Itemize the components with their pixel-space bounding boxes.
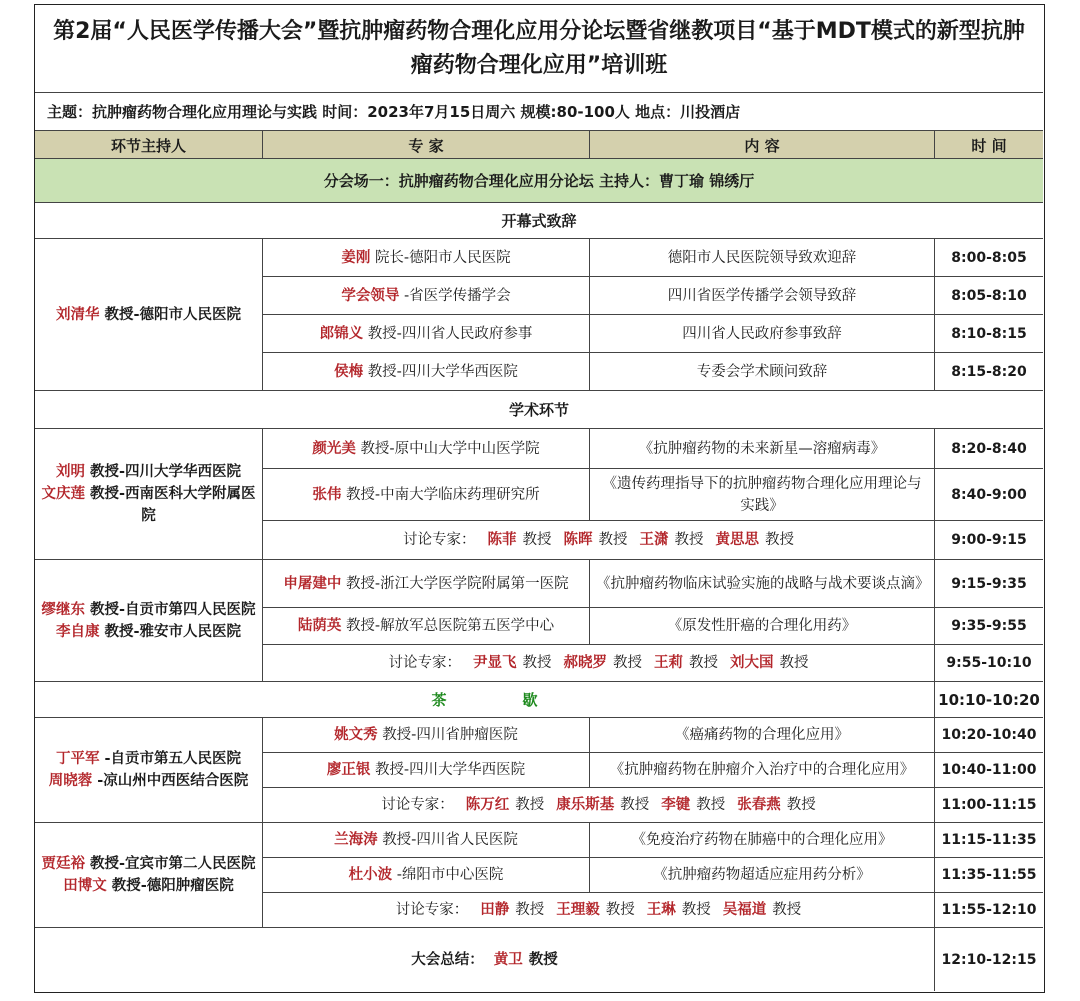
session-speaker	[263, 277, 590, 315]
host-entry	[49, 770, 249, 792]
discussion-expert-name: 郝晓罗	[563, 655, 607, 671]
speaker-name: 廖正银	[326, 762, 371, 778]
session-time: 8:00-8:05	[935, 239, 1043, 277]
closing-label: 大会总结：	[411, 951, 484, 968]
discussion-expert-title: 教授	[779, 655, 809, 671]
schedule-block	[35, 718, 1043, 823]
session-topic-text: 《免疫治疗药物在肺癌中的合理化应用》	[631, 832, 893, 848]
speaker-name: 姚文秀	[334, 727, 378, 743]
discussion-expert-name: 张春燕	[737, 797, 781, 813]
discussion-expert-title: 教授	[605, 902, 635, 918]
venue-banner: 分会场一：抗肿瘤药物合理化应用分论坛 主持人：曹丁瑜 锦绣厅	[35, 159, 1043, 203]
block-host	[35, 560, 263, 682]
speaker-title: 教授-四川省人民医院	[382, 832, 518, 848]
host-entry	[41, 853, 255, 875]
discussion-expert-name: 吴福道	[722, 902, 767, 918]
discussion-expert-title: 教授	[674, 532, 704, 548]
session-topic	[590, 353, 935, 391]
block-host	[35, 823, 263, 928]
tea-break-row	[35, 682, 1043, 718]
session-time: 8:10-8:15	[935, 315, 1043, 353]
discussion-label: 讨论专家：	[381, 797, 454, 813]
session-topic-text: 《抗肿瘤药物在肿瘤介入治疗中的合理化应用》	[609, 762, 915, 778]
session-topic	[590, 315, 935, 353]
discussion-label: 讨论专家：	[388, 655, 461, 671]
session-speaker	[263, 429, 590, 469]
session-time: 8:05-8:10	[935, 277, 1043, 315]
discussion-expert-title: 教授	[786, 797, 816, 813]
discussion-experts	[263, 521, 935, 560]
host-name: 贾廷裕	[41, 856, 85, 872]
host-title: 教授-自贡市第四人民医院	[90, 601, 256, 618]
section-opening: 开幕式致辞	[35, 203, 1043, 239]
speaker-title: 教授-四川省人民政府参事	[367, 325, 533, 342]
host-title: -凉山州中西医结合医院	[97, 773, 249, 789]
speaker-title: 教授-解放军总医院第五医学中心	[345, 618, 555, 634]
discussion-expert-name: 陈晖	[563, 532, 593, 548]
speaker-title: 教授-中南大学临床药理研究所	[345, 486, 540, 503]
speaker-wrap	[312, 484, 539, 506]
discussion-expert-name: 王莉	[654, 655, 683, 671]
discussion-expert-name: 黄思思	[715, 532, 759, 548]
session-topic-text: 《遗传药理指导下的抗肿瘤药物合理化应用理论与实践》	[602, 475, 922, 514]
discussion-experts	[263, 893, 935, 928]
discussion-wrap	[389, 652, 809, 674]
discussion-time: 11:55-12:10	[935, 893, 1043, 928]
speaker-wrap	[298, 615, 554, 637]
table-header	[35, 131, 1043, 159]
schedule-block	[35, 823, 1043, 928]
closing-summary	[35, 928, 935, 991]
tea-char-2: 歇	[522, 691, 538, 709]
session-time: 10:40-11:00	[935, 753, 1043, 788]
session-topic	[590, 429, 935, 469]
speaker-name: 姜刚	[341, 249, 371, 266]
speaker-title: -绵阳市中心医院	[396, 867, 504, 883]
session-topic	[590, 858, 935, 893]
host-title: 教授-西南医科大学附属医院	[90, 486, 256, 524]
host-entry	[41, 875, 255, 897]
speaker-title: -省医学传播学会	[403, 287, 511, 304]
session-time: 11:35-11:55	[935, 858, 1043, 893]
host-title: 教授-德阳市人民医院	[104, 306, 242, 323]
discussion-expert-title: 教授	[696, 797, 726, 813]
block-host	[35, 239, 263, 391]
discussion-time: 9:00-9:15	[935, 521, 1043, 560]
speaker-name: 兰海涛	[334, 832, 378, 848]
closing-row	[35, 928, 1043, 991]
discussion-expert-title: 教授	[689, 655, 718, 671]
speaker-name: 陆荫英	[297, 618, 342, 634]
host-name: 文庆莲	[41, 486, 85, 502]
session-speaker	[263, 315, 590, 353]
speaker-title: 教授-原中山大学中山医学院	[360, 440, 540, 457]
discussion-expert-title: 教授	[620, 797, 650, 813]
closing-time: 12:10-12:15	[941, 951, 1037, 968]
session-speaker	[263, 560, 590, 608]
speaker-name: 张伟	[312, 486, 342, 503]
discussion-time: 9:55-10:10	[935, 645, 1043, 682]
session-time: 11:15-11:35	[935, 823, 1043, 858]
closing-expert-title: 教授	[528, 951, 558, 968]
session-topic-text: 德阳市人民医院领导致欢迎辞	[667, 249, 857, 266]
host-title: 教授-雅安市人民医院	[104, 623, 242, 640]
speaker-name: 侯梅	[334, 363, 364, 380]
session-topic-text: 四川省人民政府参事致辞	[682, 325, 842, 342]
host-wrap	[41, 461, 256, 527]
tea-break-label	[35, 682, 935, 717]
session-speaker	[263, 753, 590, 788]
discussion-expert-title: 教授	[515, 902, 545, 918]
speaker-title: 教授-四川大学华西医院	[367, 363, 518, 380]
host-entry	[41, 483, 256, 527]
session-time: 8:40-9:00	[935, 469, 1043, 521]
host-entry	[56, 304, 241, 326]
session-speaker	[263, 718, 590, 753]
host-entry	[41, 621, 255, 643]
host-name: 周晓蓉	[48, 773, 93, 789]
host-wrap	[41, 853, 255, 897]
discussion-expert-title: 教授	[681, 902, 711, 918]
speaker-wrap	[327, 759, 525, 781]
speaker-name: 杜小波	[348, 867, 393, 883]
discussion-wrap	[396, 899, 802, 921]
session-topic-text: 《癌痛药物的合理化应用》	[675, 727, 849, 743]
host-name: 缪继东	[41, 601, 85, 618]
page-title: 第2届“人民医学传播大会”暨抗肿瘤药物合理化应用分论坛暨省继教项目“基于MDT模式的新型抗肿瘤药物合理化应用”培训班	[35, 5, 1043, 93]
session-topic	[590, 277, 935, 315]
session-topic	[590, 823, 935, 858]
header-content: 内 容	[590, 131, 935, 159]
session-topic	[590, 469, 935, 521]
discussion-label: 讨论专家：	[395, 902, 469, 918]
tea-break-time: 10:10-10:20	[938, 690, 1040, 709]
session-speaker	[263, 608, 590, 645]
session-topic-text: 《抗肿瘤药物超适应症用药分析》	[653, 867, 871, 883]
discussion-expert-title: 教授	[772, 902, 802, 918]
speaker-title: 教授-浙江大学医学院附属第一医院	[345, 575, 569, 592]
session-time: 8:15-8:20	[935, 353, 1043, 391]
session-topic	[590, 608, 935, 645]
discussion-expert-name: 王琳	[646, 902, 676, 918]
host-wrap	[56, 304, 241, 326]
speaker-wrap	[334, 724, 518, 746]
block-host	[35, 429, 263, 560]
host-name: 丁平军	[55, 751, 100, 767]
host-name: 李自康	[55, 623, 100, 640]
discussion-expert-name: 陈菲	[487, 532, 517, 548]
host-title: 教授-四川大学华西医院	[90, 464, 242, 480]
session-topic-text: 专委会学术顾问致辞	[696, 363, 828, 380]
speaker-name: 郎锦义	[319, 325, 364, 342]
theme-line: 主题：抗肿瘤药物合理化应用理论与实践 时间：2023年7月15日周六 规模:80-100人 地点：川投酒店	[35, 93, 1043, 131]
discussion-expert-name: 王理毅	[556, 902, 600, 918]
discussion-expert-title: 教授	[522, 532, 552, 548]
host-name: 刘明	[55, 464, 85, 480]
schedule-block	[35, 560, 1043, 682]
header-expert: 专 家	[263, 131, 590, 159]
closing-expert-name: 黄卫	[493, 951, 523, 968]
session-time: 10:20-10:40	[935, 718, 1043, 753]
discussion-expert-name: 刘大国	[730, 655, 774, 671]
block-host	[35, 718, 263, 823]
discussion-expert-name: 尹显飞	[473, 655, 517, 671]
speaker-title: 院长-德阳市人民医院	[374, 249, 511, 266]
session-topic-text: 《抗肿瘤药物临床试验实施的战略与战术要谈点滴》	[596, 575, 930, 592]
section-academic: 学术环节	[35, 391, 1043, 429]
discussion-experts	[263, 645, 935, 682]
host-title: -自贡市第五人民医院	[104, 751, 242, 767]
session-topic	[590, 718, 935, 753]
session-speaker	[263, 469, 590, 521]
schedule-block	[35, 429, 1043, 560]
host-entry	[41, 461, 256, 483]
session-topic-text: 《抗肿瘤药物的未来新星—溶瘤病毒》	[638, 440, 886, 457]
host-name: 刘清华	[55, 306, 100, 323]
schedule-sheet	[34, 4, 1045, 993]
host-wrap	[49, 748, 249, 792]
discussion-expert-name: 王潇	[639, 532, 669, 548]
speaker-title: 教授-四川大学华西医院	[374, 762, 526, 778]
speaker-wrap	[334, 829, 518, 851]
speaker-wrap	[341, 247, 510, 269]
discussion-label: 讨论专家：	[403, 532, 476, 548]
discussion-time: 11:00-11:15	[935, 788, 1043, 823]
session-topic-text: 《原发性肝癌的合理化用药》	[667, 618, 857, 634]
discussion-expert-title: 教授	[613, 655, 642, 671]
session-speaker	[263, 239, 590, 277]
host-title: 教授-德阳肿瘤医院	[111, 878, 234, 894]
speaker-wrap	[349, 864, 504, 886]
speaker-name: 学会领导	[341, 287, 400, 304]
host-entry	[49, 748, 249, 770]
session-topic	[590, 560, 935, 608]
header-host: 环节主持人	[35, 131, 263, 159]
header-time: 时 间	[971, 136, 1007, 155]
speaker-name: 颜光美	[312, 440, 356, 457]
discussion-wrap	[381, 794, 816, 816]
speaker-wrap	[283, 573, 568, 595]
discussion-expert-name: 田静	[480, 902, 510, 918]
discussion-expert-title: 教授	[515, 797, 545, 813]
speaker-wrap	[320, 323, 533, 345]
session-time: 8:20-8:40	[935, 429, 1043, 469]
session-speaker	[263, 823, 590, 858]
discussion-experts	[263, 788, 935, 823]
discussion-expert-name: 李键	[661, 797, 691, 813]
speaker-wrap	[341, 285, 510, 307]
host-name: 田博文	[63, 878, 107, 894]
discussion-expert-title: 教授	[598, 532, 628, 548]
discussion-expert-name: 康乐斯基	[556, 797, 615, 813]
discussion-expert-name: 陈万红	[465, 797, 510, 813]
session-topic	[590, 753, 935, 788]
speaker-wrap	[334, 361, 518, 383]
session-speaker	[263, 353, 590, 391]
schedule-block	[35, 239, 1043, 391]
host-wrap	[41, 599, 255, 643]
host-entry	[41, 599, 255, 621]
session-topic-text: 四川省医学传播学会领导致辞	[667, 287, 857, 304]
discussion-expert-title: 教授	[765, 532, 794, 548]
discussion-wrap	[403, 529, 794, 551]
discussion-expert-title: 教授	[522, 655, 552, 671]
host-title: 教授-宜宾市第二人民医院	[90, 856, 256, 872]
session-time: 9:35-9:55	[935, 608, 1043, 645]
session-time: 9:15-9:35	[935, 560, 1043, 608]
speaker-name: 申屠建中	[283, 575, 342, 592]
session-topic	[590, 239, 935, 277]
tea-char-1: 茶	[431, 691, 447, 709]
speaker-wrap	[312, 438, 539, 460]
session-speaker	[263, 858, 590, 893]
speaker-title: 教授-四川省肿瘤医院	[382, 727, 518, 743]
